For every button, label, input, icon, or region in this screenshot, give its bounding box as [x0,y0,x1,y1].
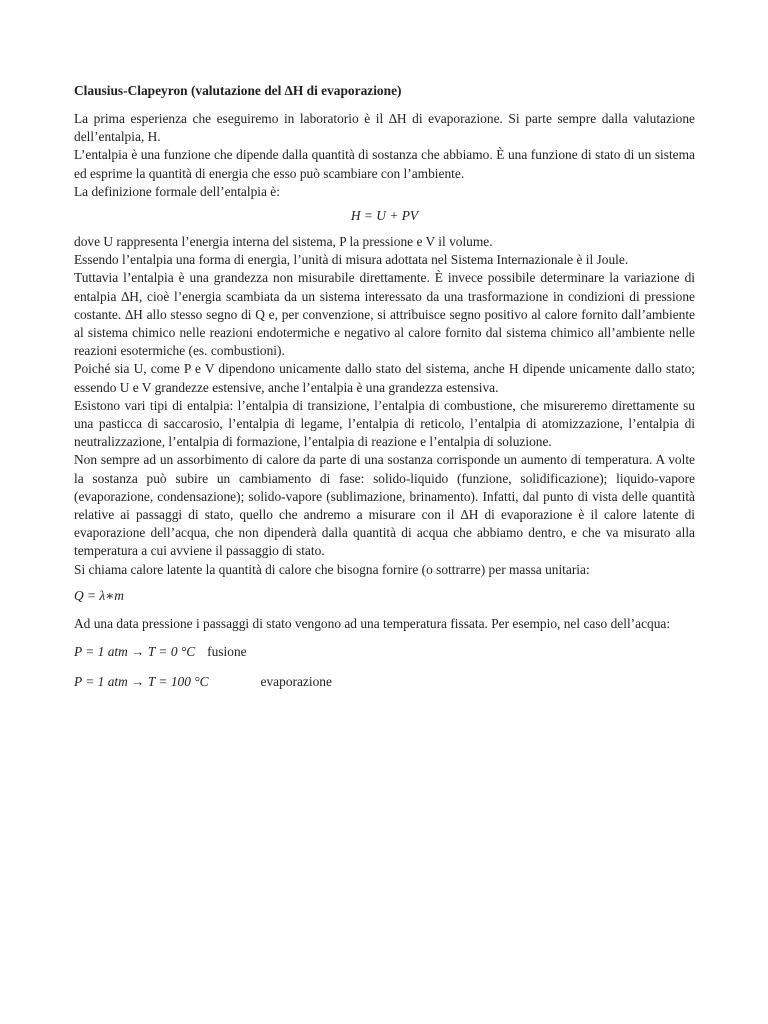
enthalpy-formula: H = U + PV [350,208,419,224]
paragraph-phase-change: Non sempre ad un assorbimento di calore da parte di una sostanza corrisponde un aumento di temperatura. A volte la sostanza può subire un cambiamento di fase: solido-liquido (funzione, solidificazione); liquido-vapore (evaporazione, condensazione); solido-vapore (sublimazione, brinamento). Infatti, dal punto di vista delle quantità relative ai passaggi di stato, quello che andremo a misurare con il ∆H di evaporazione è il calore latente di evaporazione dell’acqua, che non dipenderà dalla quantità di acqua che abbiamo dentro, e che va misurato alla temperatura a cui avviene il passaggio di stato. [74,452,695,559]
paragraph-enthalpy-function: L’entalpia è una funzione che dipende dalla quantità di sostanza che abbiamo. È una funzione di stato di un sistema ed esprime la quantità di energia che esso può scambiare con l’ambiente. [74,147,695,181]
document-title: Clausius-Clapeyron (valutazione del ∆H di evaporazione) [74,83,402,98]
paragraph-state-function: Poiché sia U, come P e V dipendono unicamente dallo stato del sistema, anche H dipende unicamente dallo stato; essendo U e V grandezze estensive, anche l’entalpia è una grandezza estensiva. [74,361,695,395]
phase-change-row [74,643,695,661]
phase-change-row [74,673,695,691]
phase-formula: P = 1 atm → T = 0 °C [74,644,196,660]
paragraph-units: Essendo l’entalpia una forma di energia, l’unità di misura adottata nel Sistema Internazionale è il Joule. [74,252,629,268]
paragraph-definition-lead: La definizione formale dell’entalpia è: [74,183,280,199]
document-page [74,82,695,691]
paragraph-fixed-temperature: Ad una data pressione i passaggi di stato vengono ad una temperatura fissata. Per esempio, nel caso dell’acqua: [74,615,671,631]
phase-formula: P = 1 atm → T = 100 °C [74,674,209,690]
paragraph-latent-heat: Si chiama calore latente la quantità di calore che bisogna fornire (o sottrarre) per massa unitaria: [74,561,590,577]
spacer [74,633,695,643]
paragraph-variables: dove U rappresenta l’energia interna del sistema, P la pressione e V il volume. [74,234,493,250]
latent-heat-formula: Q = λ∗m [74,587,124,603]
phase-label: fusione [207,644,247,660]
paragraph-enthalpy-types: Esistono vari tipi di entalpia: l’entalpia di transizione, l’entalpia di combustione, che misureremo direttamente su una pasticca di saccarosio, l’entalpia di legame, l’entalpia di reticolo, l’entalpia di atomizzazione, l’entalpia di neutralizzazione, l’entalpia di formazione, l’entalpia di reazione e l’entalpia di soluzione. [74,397,695,450]
paragraph-intro: La prima esperienza che eseguiremo in laboratorio è il ∆H di evaporazione. Si parte sempre dalla valutazione dell’entalpia, H. [74,111,695,145]
phase-label: evaporazione [260,674,332,690]
paragraph-delta-h: Tuttavia l’entalpia è una grandezza non misurabile direttamente. È invece possibile determinare la variazione di entalpia ∆H, cioè l’energia scambiata da un sistema interessato da una trasformazione in condizioni di pressione costante. ∆H allo stesso segno di Q e, per convenzione, si attribuisce segno positivo al calore fornito dall’ambiente al sistema chimico nelle reazioni endotermiche e negativo al calore fornito dal sistema chimico all’ambiente nelle reazioni esotermiche (es. combustioni). [74,270,695,359]
